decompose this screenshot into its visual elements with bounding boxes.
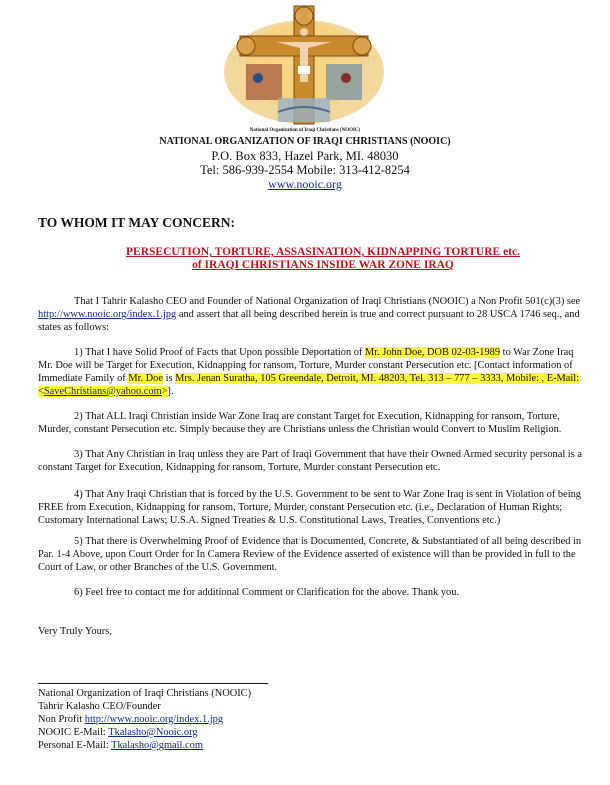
intro-link[interactable]: http://www.nooic.org/index.1.jpg	[38, 309, 177, 320]
closing: Very Truly Yours,	[38, 626, 112, 637]
nonprofit-link[interactable]: http://www.nooic.org/index.1.jpg	[84, 714, 224, 725]
headline-line-1: PERSECUTION, TORTURE, ASSASINATION, KIDNAPPING TORTURE etc.	[126, 246, 520, 258]
p4-text: 4) That Any Iraqi Christian that is forced by the U.S. Government to be sent to War Zone Iraq is sent in Violation of being FREE from Execution, Kidnapping for ransom, Torture, Murder, constant Persecution etc. (i.e., Declaration of Human Rights; Customary International Laws; U.S.A. Signed Treaties & U.S. Constitutional Laws, Treaties, Conventions etc.)	[38, 489, 582, 526]
signature-org: National Organization of Iraqi Christians (NOOIC)	[38, 688, 252, 699]
p1-highlight-contact: Mrs. Jenan Suratha, 105 Greendale, Detroit, MI. 48203, Tel. 313 – 777 – 3333, Mobile: , E-Mail: <	[38, 373, 580, 397]
logo-caption: National Organization of Iraqi Christians (NOOIC)	[249, 128, 361, 133]
paragraph-2	[38, 410, 590, 436]
p1-highlight-mr-doe: Mr. Doe	[128, 373, 163, 384]
p3-text: 3) That Any Christian in Iraq unless they are Part of Iraqi Government that have their Owned Armed security personal is a constant Target for Execution, Kidnapping for ransom, Torture, Murder constant Persecution etc.	[38, 449, 582, 473]
personal-email-link[interactable]: Tkalasho@gmail.com	[111, 740, 203, 751]
personal-email-label: Personal E-Mail:	[38, 740, 112, 751]
nooic-cross-logo	[216, 2, 392, 130]
p1-text-d: ].	[167, 386, 174, 397]
org-website-link[interactable]: www.nooic.org	[268, 177, 342, 191]
paragraph-1	[38, 346, 590, 398]
nonprofit-label: Non Profit	[38, 714, 85, 725]
paragraph-5	[38, 535, 590, 574]
paragraph-6	[38, 586, 590, 599]
p1-email-link[interactable]: SaveChristians@yahoo.com	[43, 386, 162, 397]
nooic-email-label: NOOIC E-Mail:	[38, 727, 109, 738]
p6-text: 6) Feel free to contact me for additional Comment or Clarification for the above. Thank you.	[74, 587, 460, 598]
intro-text-b: and assert that all being described herein is true and correct pursuant to 28 USCA 1746 seq., and states as follows:	[38, 309, 580, 333]
intro-text-a: That I Tahrir Kalasho CEO and Founder of National Organization of Iraqi Christians (NOOIC) a Non Profit 501(c)(3) see	[74, 296, 581, 307]
p1-text-a: 1) That I have Solid Proof of Facts that Upon possible Deportation of	[74, 347, 365, 358]
paragraph-3	[38, 448, 590, 474]
nooic-email-link[interactable]: Tkalasho@Nooic.org	[108, 727, 198, 738]
signature-nonprofit	[38, 714, 223, 725]
org-address: P.O. Box 833, Hazel Park, MI. 48030	[211, 149, 399, 163]
intro-paragraph	[38, 295, 590, 334]
p1-highlight-name-dob: Mr. John Doe, DOB 02-03-1989	[365, 347, 501, 358]
salutation: TO WHOM IT MAY CONCERN:	[38, 215, 236, 230]
signature-personal-email	[38, 740, 203, 751]
p1-text-c: is	[162, 373, 176, 384]
p5-text: 5) That there is Overwhelming Proof of Evidence that is Documented, Concrete, & Substantiated of all being described in Par. 1-4 Above, upon Court Order for In Camera Review of the Evidence asserted of existence will than be provided in full to the Court of Law, or other Branches of the U.S. Government.	[38, 536, 582, 573]
signature-nooic-email	[38, 727, 198, 738]
p1-highlight-close: >	[161, 386, 168, 397]
org-name: NATIONAL ORGANIZATION OF IRAQI CHRISTIANS (NOOIC)	[159, 136, 451, 147]
headline-line-2: of IRAQI CHRISTIANS INSIDE WAR ZONE IRAQ	[192, 259, 454, 271]
paragraph-4	[38, 488, 590, 527]
org-telephone: Tel: 586-939-2554 Mobile: 313-412-8254	[200, 163, 410, 177]
signature-name: Tahrir Kalasho CEO/Founder	[38, 701, 161, 712]
p1-text-b: to War Zone Iraq Mr. Doe will be Target for Execution, Kidnapping for ransom, Torture, Murder constant Persecution etc. [Contact information of Immediate Family of	[38, 347, 574, 384]
signature-line	[38, 683, 268, 684]
p2-text: 2) That ALL Iraqi Christian inside War Zone Iraq are constant Target for Execution, Kidnapping for ransom, Torture, Murder, constant Persecution etc. Simply because they are Christians unless the Christian would Convert to Muslim Religion.	[38, 411, 562, 435]
